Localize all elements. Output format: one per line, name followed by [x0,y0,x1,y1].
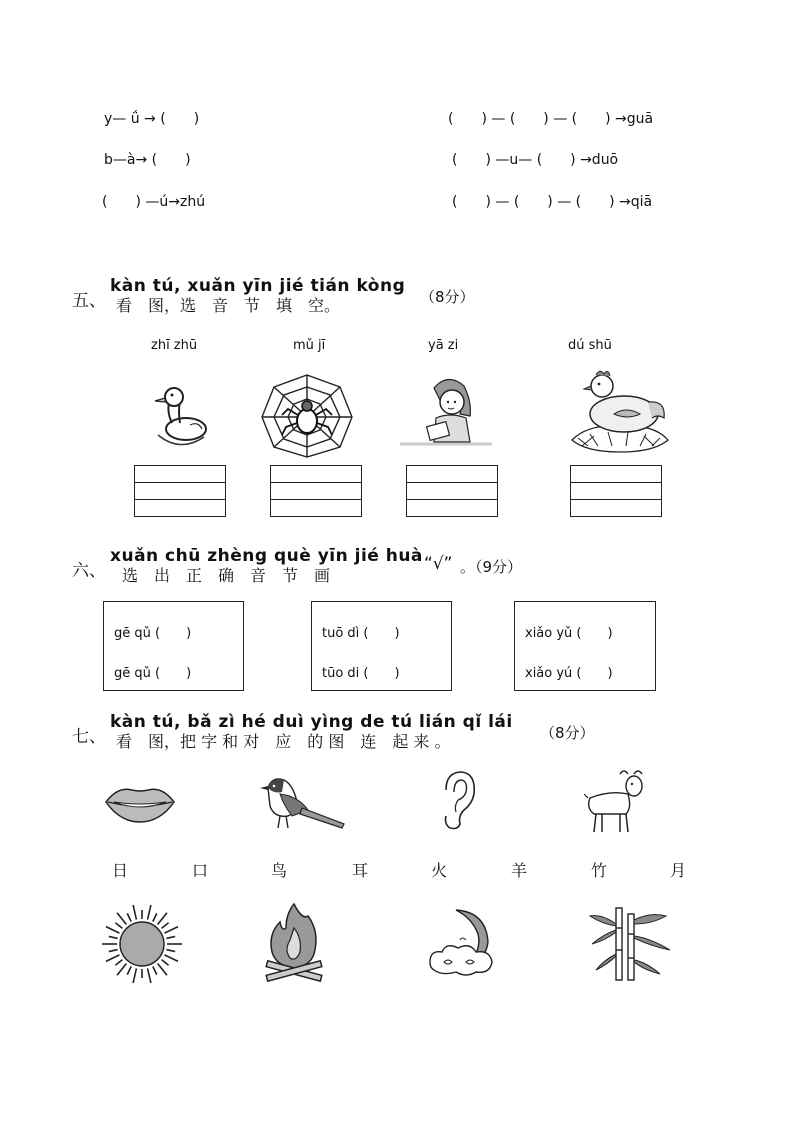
lips-icon [104,782,176,824]
moon-icon [426,906,500,978]
char-fire[interactable]: 火 [431,861,448,880]
writing-grid-4[interactable] [570,465,662,517]
choice-box-1 [103,601,244,691]
writing-grid-1[interactable] [134,465,226,517]
writing-grid-3[interactable] [406,465,498,517]
pinyin-exercise-right-2: ( ) —u— ( ) →duō [452,152,619,168]
duck-icon [150,383,212,451]
section-7-score: （8分） [540,724,595,742]
choice-box-2 [311,601,452,691]
choice-option[interactable]: xiǎo yú ( ) [525,666,613,681]
pinyin-exercise-right-3: ( ) — ( ) — ( ) →qiā [452,194,653,210]
writing-grid-2[interactable] [270,465,362,517]
hen-icon [568,366,672,456]
pinyin-exercise-left-2: b—à→ ( ) [104,152,191,168]
char-ear[interactable]: 耳 [352,861,369,880]
section-6-pinyin: xuǎn chū zhèng què yīn jié huà [110,546,423,566]
girl-reading-icon [400,372,492,450]
choice-option[interactable]: gē qǔ ( ) [114,666,192,681]
choice-box-3 [514,601,656,691]
spider-icon [260,373,354,459]
fire-icon [262,902,326,984]
section-7-number: 七、 [72,727,106,747]
pinyin-label-4: dú shū [568,338,612,353]
section-7-pinyin: kàn tú, bǎ zì hé duì yìng de tú lián qǐ lái [110,712,513,732]
char-sheep[interactable]: 羊 [511,861,528,880]
pinyin-exercise-right-1: ( ) — ( ) — ( ) →guā [448,111,654,127]
sun-icon [100,902,184,986]
choice-option[interactable]: tūo di ( ) [322,666,400,681]
section-5-pinyin: kàn tú, xuǎn yīn jié tián kòng [110,276,406,296]
choice-option[interactable]: tuō dì ( ) [322,626,400,641]
choice-option[interactable]: xiǎo yǔ ( ) [525,626,613,641]
section-6-heading: 选 出 正 确 音 节 画 [122,566,331,585]
ear-icon [438,770,478,832]
goat-icon [580,768,648,836]
pinyin-label-2: mǔ jī [293,338,326,353]
pinyin-label-1: zhī zhū [151,338,198,353]
section-7-heading: 看 图，把 字 和 对 应 的 图 连 起 来 。 [116,732,451,751]
section-6-number: 六、 [72,561,106,581]
section-5-number: 五、 [72,291,106,311]
bamboo-icon [586,904,672,982]
section-6-score: 。（9分） [460,558,523,576]
pinyin-exercise-left-1: y— ǘ → ( ) [104,111,200,127]
char-bird[interactable]: 鸟 [271,861,288,880]
choice-option[interactable]: gē qǔ ( ) [114,626,192,641]
magpie-icon [258,772,346,834]
char-bamboo[interactable]: 竹 [591,861,608,880]
section-5-score: （8分） [420,288,475,306]
pinyin-label-3: yā zi [428,338,459,353]
char-sun[interactable]: 日 [112,861,129,880]
char-moon[interactable]: 月 [670,861,687,880]
section-5-heading: 看 图，选 音 节 填 空。 [116,296,341,315]
char-mouth[interactable]: 口 [192,861,209,880]
check-mark-symbol: “√” [424,554,453,574]
pinyin-exercise-left-3: ( ) —ú→zhú [102,194,206,210]
